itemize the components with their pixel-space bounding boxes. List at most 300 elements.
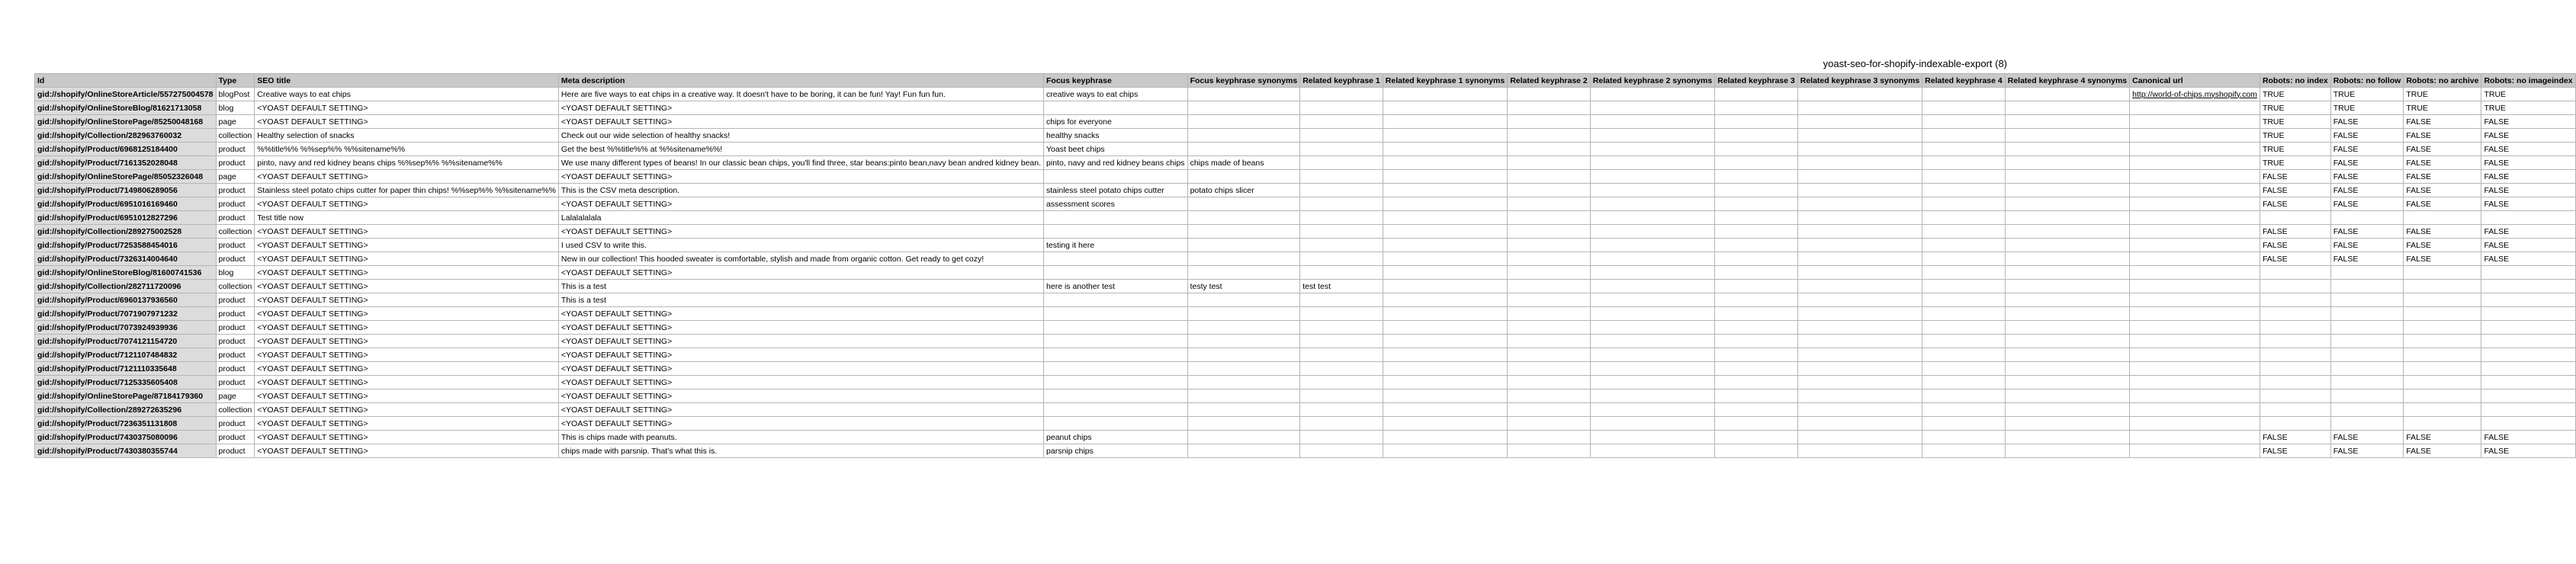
table-cell[interactable]: collection	[216, 225, 255, 239]
table-cell[interactable]	[1797, 211, 1922, 225]
table-cell[interactable]: FALSE	[2260, 252, 2330, 266]
table-cell[interactable]	[1508, 362, 1591, 376]
table-cell[interactable]	[1508, 211, 1591, 225]
table-cell[interactable]: Healthy selection of snacks	[255, 129, 559, 143]
table-cell[interactable]	[1715, 403, 1798, 417]
table-cell[interactable]	[1300, 266, 1383, 280]
table-cell[interactable]	[1044, 266, 1188, 280]
table-row[interactable]	[35, 252, 2576, 266]
table-cell[interactable]	[1383, 115, 1507, 129]
table-cell[interactable]	[1508, 156, 1591, 170]
table-cell[interactable]: <YOAST DEFAULT SETTING>	[255, 280, 559, 293]
table-cell[interactable]: TRUE	[2260, 129, 2330, 143]
table-cell[interactable]	[1715, 129, 1798, 143]
table-cell[interactable]: FALSE	[2330, 143, 2404, 156]
table-cell[interactable]: pinto, navy and red kidney beans chips	[1044, 156, 1188, 170]
table-row[interactable]	[35, 115, 2576, 129]
column-header[interactable]: Related keyphrase 4 synonyms	[2005, 74, 2129, 88]
table-cell[interactable]	[2404, 335, 2481, 348]
table-cell[interactable]	[1300, 444, 1383, 458]
table-cell[interactable]	[1300, 293, 1383, 307]
table-cell[interactable]	[2005, 444, 2129, 458]
table-cell[interactable]	[1187, 197, 1300, 211]
row-id-cell[interactable]: gid://shopify/Product/7073924939936	[35, 321, 217, 335]
table-cell[interactable]	[1383, 389, 1507, 403]
table-cell[interactable]: FALSE	[2481, 444, 2575, 458]
row-id-cell[interactable]: gid://shopify/Product/7149806289056	[35, 184, 217, 197]
table-cell[interactable]	[1797, 444, 1922, 458]
table-cell[interactable]: <YOAST DEFAULT SETTING>	[255, 417, 559, 431]
table-cell[interactable]	[1300, 417, 1383, 431]
table-cell[interactable]	[1797, 239, 1922, 252]
table-cell[interactable]	[1797, 143, 1922, 156]
table-row[interactable]	[35, 293, 2576, 307]
table-cell[interactable]	[1187, 129, 1300, 143]
table-cell[interactable]	[1922, 225, 2006, 239]
table-cell[interactable]	[1300, 170, 1383, 184]
table-cell[interactable]	[1590, 431, 1714, 444]
table-cell[interactable]: Here are five ways to eat chips in a creative way. It doesn't have to be boring, it can be fun! Yay! Fun fun fun.	[558, 88, 1043, 101]
table-cell[interactable]	[2481, 362, 2575, 376]
table-cell[interactable]	[1715, 225, 1798, 239]
table-cell[interactable]	[2481, 389, 2575, 403]
table-cell[interactable]: chips made of beans	[1187, 156, 1300, 170]
table-cell[interactable]	[2330, 376, 2404, 389]
table-cell[interactable]	[1187, 266, 1300, 280]
table-cell[interactable]: FALSE	[2481, 143, 2575, 156]
table-cell[interactable]: Creative ways to eat chips	[255, 88, 559, 101]
table-cell[interactable]	[1508, 266, 1591, 280]
table-cell[interactable]: FALSE	[2260, 431, 2330, 444]
table-cell[interactable]	[1797, 293, 1922, 307]
table-cell[interactable]	[1715, 197, 1798, 211]
table-cell[interactable]	[2005, 403, 2129, 417]
table-cell[interactable]	[1922, 88, 2006, 101]
table-cell[interactable]: <YOAST DEFAULT SETTING>	[255, 101, 559, 115]
table-cell[interactable]	[1797, 376, 1922, 389]
table-cell[interactable]: here is another test	[1044, 280, 1188, 293]
table-cell[interactable]	[2005, 88, 2129, 101]
table-cell[interactable]	[1187, 348, 1300, 362]
table-cell[interactable]	[1044, 225, 1188, 239]
column-header[interactable]: Related keyphrase 2	[1508, 74, 1591, 88]
table-cell[interactable]	[1508, 129, 1591, 143]
table-cell[interactable]	[2005, 389, 2129, 403]
table-cell[interactable]	[2330, 293, 2404, 307]
table-cell[interactable]	[1715, 101, 1798, 115]
table-cell[interactable]: <YOAST DEFAULT SETTING>	[255, 362, 559, 376]
table-cell[interactable]	[1590, 444, 1714, 458]
row-id-cell[interactable]: gid://shopify/Product/7326314004640	[35, 252, 217, 266]
table-cell[interactable]	[2404, 362, 2481, 376]
table-cell[interactable]	[1922, 321, 2006, 335]
table-cell[interactable]	[1715, 417, 1798, 431]
table-cell[interactable]: %%title%% %%sep%% %%sitename%%	[255, 143, 559, 156]
table-cell[interactable]	[2404, 417, 2481, 431]
table-row[interactable]	[35, 335, 2576, 348]
table-cell[interactable]	[1300, 156, 1383, 170]
table-cell[interactable]: potato chips slicer	[1187, 184, 1300, 197]
table-cell[interactable]	[2330, 348, 2404, 362]
table-cell[interactable]: FALSE	[2481, 239, 2575, 252]
table-cell[interactable]	[1797, 252, 1922, 266]
table-cell[interactable]: FALSE	[2404, 129, 2481, 143]
table-cell[interactable]	[1300, 431, 1383, 444]
table-cell[interactable]: FALSE	[2404, 170, 2481, 184]
table-cell[interactable]: <YOAST DEFAULT SETTING>	[255, 444, 559, 458]
table-cell[interactable]: Test title now	[255, 211, 559, 225]
table-cell[interactable]	[2260, 362, 2330, 376]
table-cell[interactable]	[2481, 335, 2575, 348]
table-cell[interactable]	[2260, 389, 2330, 403]
table-cell[interactable]	[1508, 88, 1591, 101]
table-cell[interactable]: FALSE	[2330, 170, 2404, 184]
table-cell[interactable]	[1044, 376, 1188, 389]
table-cell[interactable]: product	[216, 143, 255, 156]
table-cell[interactable]: TRUE	[2260, 143, 2330, 156]
table-cell[interactable]: product	[216, 417, 255, 431]
table-row[interactable]	[35, 280, 2576, 293]
table-cell[interactable]	[2260, 280, 2330, 293]
row-id-cell[interactable]: gid://shopify/Product/7071907971232	[35, 307, 217, 321]
table-cell[interactable]: <YOAST DEFAULT SETTING>	[558, 403, 1043, 417]
table-cell[interactable]: blog	[216, 101, 255, 115]
table-cell[interactable]: <YOAST DEFAULT SETTING>	[558, 417, 1043, 431]
row-id-cell[interactable]: gid://shopify/Product/7236351131808	[35, 417, 217, 431]
table-cell[interactable]	[2005, 321, 2129, 335]
row-id-cell[interactable]: gid://shopify/Product/7121107484832	[35, 348, 217, 362]
table-cell[interactable]	[1590, 266, 1714, 280]
table-cell[interactable]: <YOAST DEFAULT SETTING>	[558, 266, 1043, 280]
table-cell[interactable]: TRUE	[2481, 101, 2575, 115]
table-cell[interactable]: <YOAST DEFAULT SETTING>	[558, 348, 1043, 362]
table-cell[interactable]: FALSE	[2330, 129, 2404, 143]
table-cell[interactable]	[1797, 88, 1922, 101]
table-cell[interactable]	[1590, 417, 1714, 431]
table-cell[interactable]: TRUE	[2404, 101, 2481, 115]
table-cell[interactable]	[1922, 444, 2006, 458]
column-header[interactable]: Related keyphrase 4	[1922, 74, 2006, 88]
table-cell[interactable]	[2005, 266, 2129, 280]
table-cell[interactable]	[1044, 362, 1188, 376]
table-cell[interactable]	[2260, 211, 2330, 225]
table-cell[interactable]	[1187, 321, 1300, 335]
table-cell[interactable]	[1383, 266, 1507, 280]
table-cell[interactable]: TRUE	[2260, 156, 2330, 170]
table-cell[interactable]: <YOAST DEFAULT SETTING>	[255, 115, 559, 129]
table-cell[interactable]	[1383, 335, 1507, 348]
table-cell[interactable]	[1508, 101, 1591, 115]
table-cell[interactable]	[2130, 293, 2260, 307]
table-cell[interactable]: <YOAST DEFAULT SETTING>	[255, 321, 559, 335]
table-cell[interactable]	[1922, 239, 2006, 252]
table-cell[interactable]	[1922, 376, 2006, 389]
table-cell[interactable]	[1797, 335, 1922, 348]
table-cell[interactable]	[1044, 335, 1188, 348]
table-cell[interactable]: FALSE	[2404, 431, 2481, 444]
table-cell[interactable]	[2481, 211, 2575, 225]
table-cell[interactable]: <YOAST DEFAULT SETTING>	[558, 321, 1043, 335]
table-cell[interactable]	[1044, 211, 1188, 225]
table-cell[interactable]	[1508, 389, 1591, 403]
table-cell[interactable]	[2130, 101, 2260, 115]
table-cell[interactable]: stainless steel potato chips cutter	[1044, 184, 1188, 197]
table-cell[interactable]	[2005, 184, 2129, 197]
table-cell[interactable]: product	[216, 184, 255, 197]
table-cell[interactable]: <YOAST DEFAULT SETTING>	[558, 197, 1043, 211]
table-cell[interactable]	[1508, 444, 1591, 458]
table-cell[interactable]	[1383, 184, 1507, 197]
table-cell[interactable]	[1922, 143, 2006, 156]
table-cell[interactable]	[1922, 115, 2006, 129]
table-cell[interactable]	[2481, 348, 2575, 362]
table-cell[interactable]	[2005, 335, 2129, 348]
table-cell[interactable]	[2404, 348, 2481, 362]
table-cell[interactable]	[2130, 252, 2260, 266]
canonical-url-link[interactable]: http://world-of-chips.myshopify.com	[2130, 88, 2260, 101]
table-cell[interactable]	[1300, 376, 1383, 389]
table-cell[interactable]	[1797, 266, 1922, 280]
table-row[interactable]	[35, 156, 2576, 170]
table-row[interactable]	[35, 184, 2576, 197]
table-cell[interactable]	[1508, 143, 1591, 156]
table-cell[interactable]	[1797, 101, 1922, 115]
column-header[interactable]: Robots: no imageindex	[2481, 74, 2575, 88]
table-cell[interactable]	[1508, 431, 1591, 444]
table-cell[interactable]	[2005, 225, 2129, 239]
table-cell[interactable]	[1300, 184, 1383, 197]
table-cell[interactable]	[2260, 307, 2330, 321]
column-header[interactable]: Focus keyphrase	[1044, 74, 1188, 88]
table-cell[interactable]: FALSE	[2404, 184, 2481, 197]
table-cell[interactable]	[2005, 129, 2129, 143]
table-row[interactable]	[35, 362, 2576, 376]
table-cell[interactable]: <YOAST DEFAULT SETTING>	[558, 335, 1043, 348]
table-cell[interactable]	[2481, 280, 2575, 293]
table-cell[interactable]	[1383, 101, 1507, 115]
table-cell[interactable]	[1383, 129, 1507, 143]
table-cell[interactable]: FALSE	[2330, 431, 2404, 444]
table-row[interactable]	[35, 88, 2576, 101]
table-cell[interactable]: <YOAST DEFAULT SETTING>	[255, 431, 559, 444]
table-cell[interactable]	[2130, 143, 2260, 156]
table-cell[interactable]	[2404, 321, 2481, 335]
table-row[interactable]	[35, 239, 2576, 252]
row-id-cell[interactable]: gid://shopify/OnlineStoreBlog/81600741536	[35, 266, 217, 280]
table-cell[interactable]	[1508, 280, 1591, 293]
table-cell[interactable]	[2330, 417, 2404, 431]
table-cell[interactable]	[2330, 403, 2404, 417]
table-cell[interactable]	[1508, 225, 1591, 239]
table-cell[interactable]	[2481, 293, 2575, 307]
table-cell[interactable]	[1187, 239, 1300, 252]
table-cell[interactable]: FALSE	[2330, 156, 2404, 170]
table-cell[interactable]	[1715, 389, 1798, 403]
table-cell[interactable]	[1715, 170, 1798, 184]
table-cell[interactable]: FALSE	[2481, 225, 2575, 239]
table-cell[interactable]: TRUE	[2404, 88, 2481, 101]
table-cell[interactable]	[1715, 239, 1798, 252]
table-cell[interactable]	[1300, 211, 1383, 225]
table-cell[interactable]: <YOAST DEFAULT SETTING>	[255, 225, 559, 239]
table-cell[interactable]	[1590, 170, 1714, 184]
table-cell[interactable]: blog	[216, 266, 255, 280]
table-cell[interactable]	[1508, 348, 1591, 362]
table-cell[interactable]	[1383, 156, 1507, 170]
table-cell[interactable]	[1508, 403, 1591, 417]
table-cell[interactable]	[1187, 88, 1300, 101]
table-cell[interactable]: Check out our wide selection of healthy snacks!	[558, 129, 1043, 143]
table-cell[interactable]: <YOAST DEFAULT SETTING>	[255, 239, 559, 252]
table-cell[interactable]	[1922, 101, 2006, 115]
table-cell[interactable]: FALSE	[2404, 197, 2481, 211]
table-cell[interactable]	[1590, 321, 1714, 335]
table-cell[interactable]: <YOAST DEFAULT SETTING>	[255, 335, 559, 348]
table-cell[interactable]	[2130, 444, 2260, 458]
table-cell[interactable]	[2404, 389, 2481, 403]
row-id-cell[interactable]: gid://shopify/OnlineStorePage/85052326048	[35, 170, 217, 184]
table-cell[interactable]	[1044, 321, 1188, 335]
table-cell[interactable]	[2481, 307, 2575, 321]
column-header[interactable]: Related keyphrase 1	[1300, 74, 1383, 88]
table-cell[interactable]	[1383, 321, 1507, 335]
table-cell[interactable]	[1590, 362, 1714, 376]
table-cell[interactable]	[2260, 266, 2330, 280]
table-cell[interactable]	[2130, 170, 2260, 184]
table-cell[interactable]	[1715, 293, 1798, 307]
table-cell[interactable]	[2260, 335, 2330, 348]
table-cell[interactable]	[1922, 211, 2006, 225]
table-cell[interactable]	[2005, 115, 2129, 129]
table-cell[interactable]	[1922, 252, 2006, 266]
table-cell[interactable]: testy test	[1187, 280, 1300, 293]
table-cell[interactable]	[1590, 239, 1714, 252]
table-row[interactable]	[35, 266, 2576, 280]
table-cell[interactable]	[1590, 197, 1714, 211]
table-cell[interactable]: assessment scores	[1044, 197, 1188, 211]
table-cell[interactable]	[1590, 101, 1714, 115]
table-cell[interactable]: FALSE	[2481, 170, 2575, 184]
table-cell[interactable]	[1300, 101, 1383, 115]
table-cell[interactable]	[1044, 389, 1188, 403]
column-header[interactable]: Type	[216, 74, 255, 88]
table-cell[interactable]	[1797, 362, 1922, 376]
table-cell[interactable]: <YOAST DEFAULT SETTING>	[255, 266, 559, 280]
table-cell[interactable]	[1383, 88, 1507, 101]
table-cell[interactable]	[1797, 197, 1922, 211]
table-cell[interactable]	[2130, 239, 2260, 252]
table-cell[interactable]: This is chips made with peanuts.	[558, 431, 1043, 444]
table-cell[interactable]	[1383, 431, 1507, 444]
table-cell[interactable]	[2005, 417, 2129, 431]
table-cell[interactable]: page	[216, 170, 255, 184]
table-cell[interactable]	[1922, 129, 2006, 143]
column-header[interactable]: Id	[35, 74, 217, 88]
table-cell[interactable]	[1187, 170, 1300, 184]
table-cell[interactable]	[1044, 293, 1188, 307]
table-cell[interactable]: <YOAST DEFAULT SETTING>	[255, 376, 559, 389]
table-cell[interactable]: Stainless steel potato chips cutter for paper thin chips! %%sep%% %%sitename%%	[255, 184, 559, 197]
row-id-cell[interactable]: gid://shopify/Product/7430380355744	[35, 444, 217, 458]
table-cell[interactable]	[1922, 417, 2006, 431]
table-cell[interactable]	[1797, 225, 1922, 239]
table-cell[interactable]	[2005, 376, 2129, 389]
table-cell[interactable]	[2130, 376, 2260, 389]
table-cell[interactable]: <YOAST DEFAULT SETTING>	[558, 101, 1043, 115]
table-cell[interactable]	[2404, 293, 2481, 307]
table-cell[interactable]: Get the best %%title%% at %%sitename%%!	[558, 143, 1043, 156]
column-header[interactable]: SEO title	[255, 74, 559, 88]
table-cell[interactable]: test test	[1300, 280, 1383, 293]
table-cell[interactable]	[1508, 184, 1591, 197]
table-cell[interactable]	[1383, 444, 1507, 458]
table-cell[interactable]	[1300, 252, 1383, 266]
table-cell[interactable]	[1590, 252, 1714, 266]
table-cell[interactable]	[1922, 280, 2006, 293]
table-cell[interactable]	[2404, 307, 2481, 321]
column-header[interactable]: Related keyphrase 2 synonyms	[1590, 74, 1714, 88]
table-cell[interactable]	[1187, 101, 1300, 115]
table-cell[interactable]	[2330, 280, 2404, 293]
table-cell[interactable]: FALSE	[2404, 115, 2481, 129]
table-cell[interactable]: testing it here	[1044, 239, 1188, 252]
table-cell[interactable]: collection	[216, 403, 255, 417]
table-cell[interactable]	[1187, 225, 1300, 239]
table-cell[interactable]: FALSE	[2481, 156, 2575, 170]
table-cell[interactable]: FALSE	[2481, 115, 2575, 129]
row-id-cell[interactable]: gid://shopify/OnlineStoreBlog/81621713058	[35, 101, 217, 115]
table-row[interactable]	[35, 170, 2576, 184]
table-cell[interactable]	[1383, 211, 1507, 225]
table-cell[interactable]	[2005, 156, 2129, 170]
table-cell[interactable]	[2130, 225, 2260, 239]
table-cell[interactable]	[2481, 376, 2575, 389]
table-cell[interactable]	[1715, 115, 1798, 129]
table-cell[interactable]	[2005, 143, 2129, 156]
table-cell[interactable]: pinto, navy and red kidney beans chips %%sep%% %%sitename%%	[255, 156, 559, 170]
table-cell[interactable]	[1044, 348, 1188, 362]
table-cell[interactable]	[1715, 252, 1798, 266]
table-cell[interactable]	[2260, 376, 2330, 389]
table-row[interactable]	[35, 389, 2576, 403]
table-cell[interactable]: FALSE	[2330, 197, 2404, 211]
table-cell[interactable]: This is the CSV meta description.	[558, 184, 1043, 197]
table-cell[interactable]	[2130, 389, 2260, 403]
table-cell[interactable]: page	[216, 115, 255, 129]
table-cell[interactable]	[2005, 348, 2129, 362]
table-cell[interactable]: FALSE	[2404, 239, 2481, 252]
table-cell[interactable]	[1187, 362, 1300, 376]
table-cell[interactable]	[2260, 403, 2330, 417]
table-cell[interactable]	[2130, 362, 2260, 376]
table-cell[interactable]	[1044, 403, 1188, 417]
table-cell[interactable]	[1797, 170, 1922, 184]
table-cell[interactable]: <YOAST DEFAULT SETTING>	[255, 307, 559, 321]
table-cell[interactable]	[1922, 184, 2006, 197]
row-id-cell[interactable]: gid://shopify/Product/6960137936560	[35, 293, 217, 307]
table-cell[interactable]	[1508, 307, 1591, 321]
table-row[interactable]	[35, 143, 2576, 156]
table-cell[interactable]	[1044, 101, 1188, 115]
table-cell[interactable]	[2130, 280, 2260, 293]
table-cell[interactable]: FALSE	[2404, 143, 2481, 156]
table-cell[interactable]	[1383, 143, 1507, 156]
table-cell[interactable]	[1300, 403, 1383, 417]
row-id-cell[interactable]: gid://shopify/Product/6951012827296	[35, 211, 217, 225]
table-cell[interactable]: page	[216, 389, 255, 403]
table-cell[interactable]: parsnip chips	[1044, 444, 1188, 458]
table-cell[interactable]	[1300, 362, 1383, 376]
